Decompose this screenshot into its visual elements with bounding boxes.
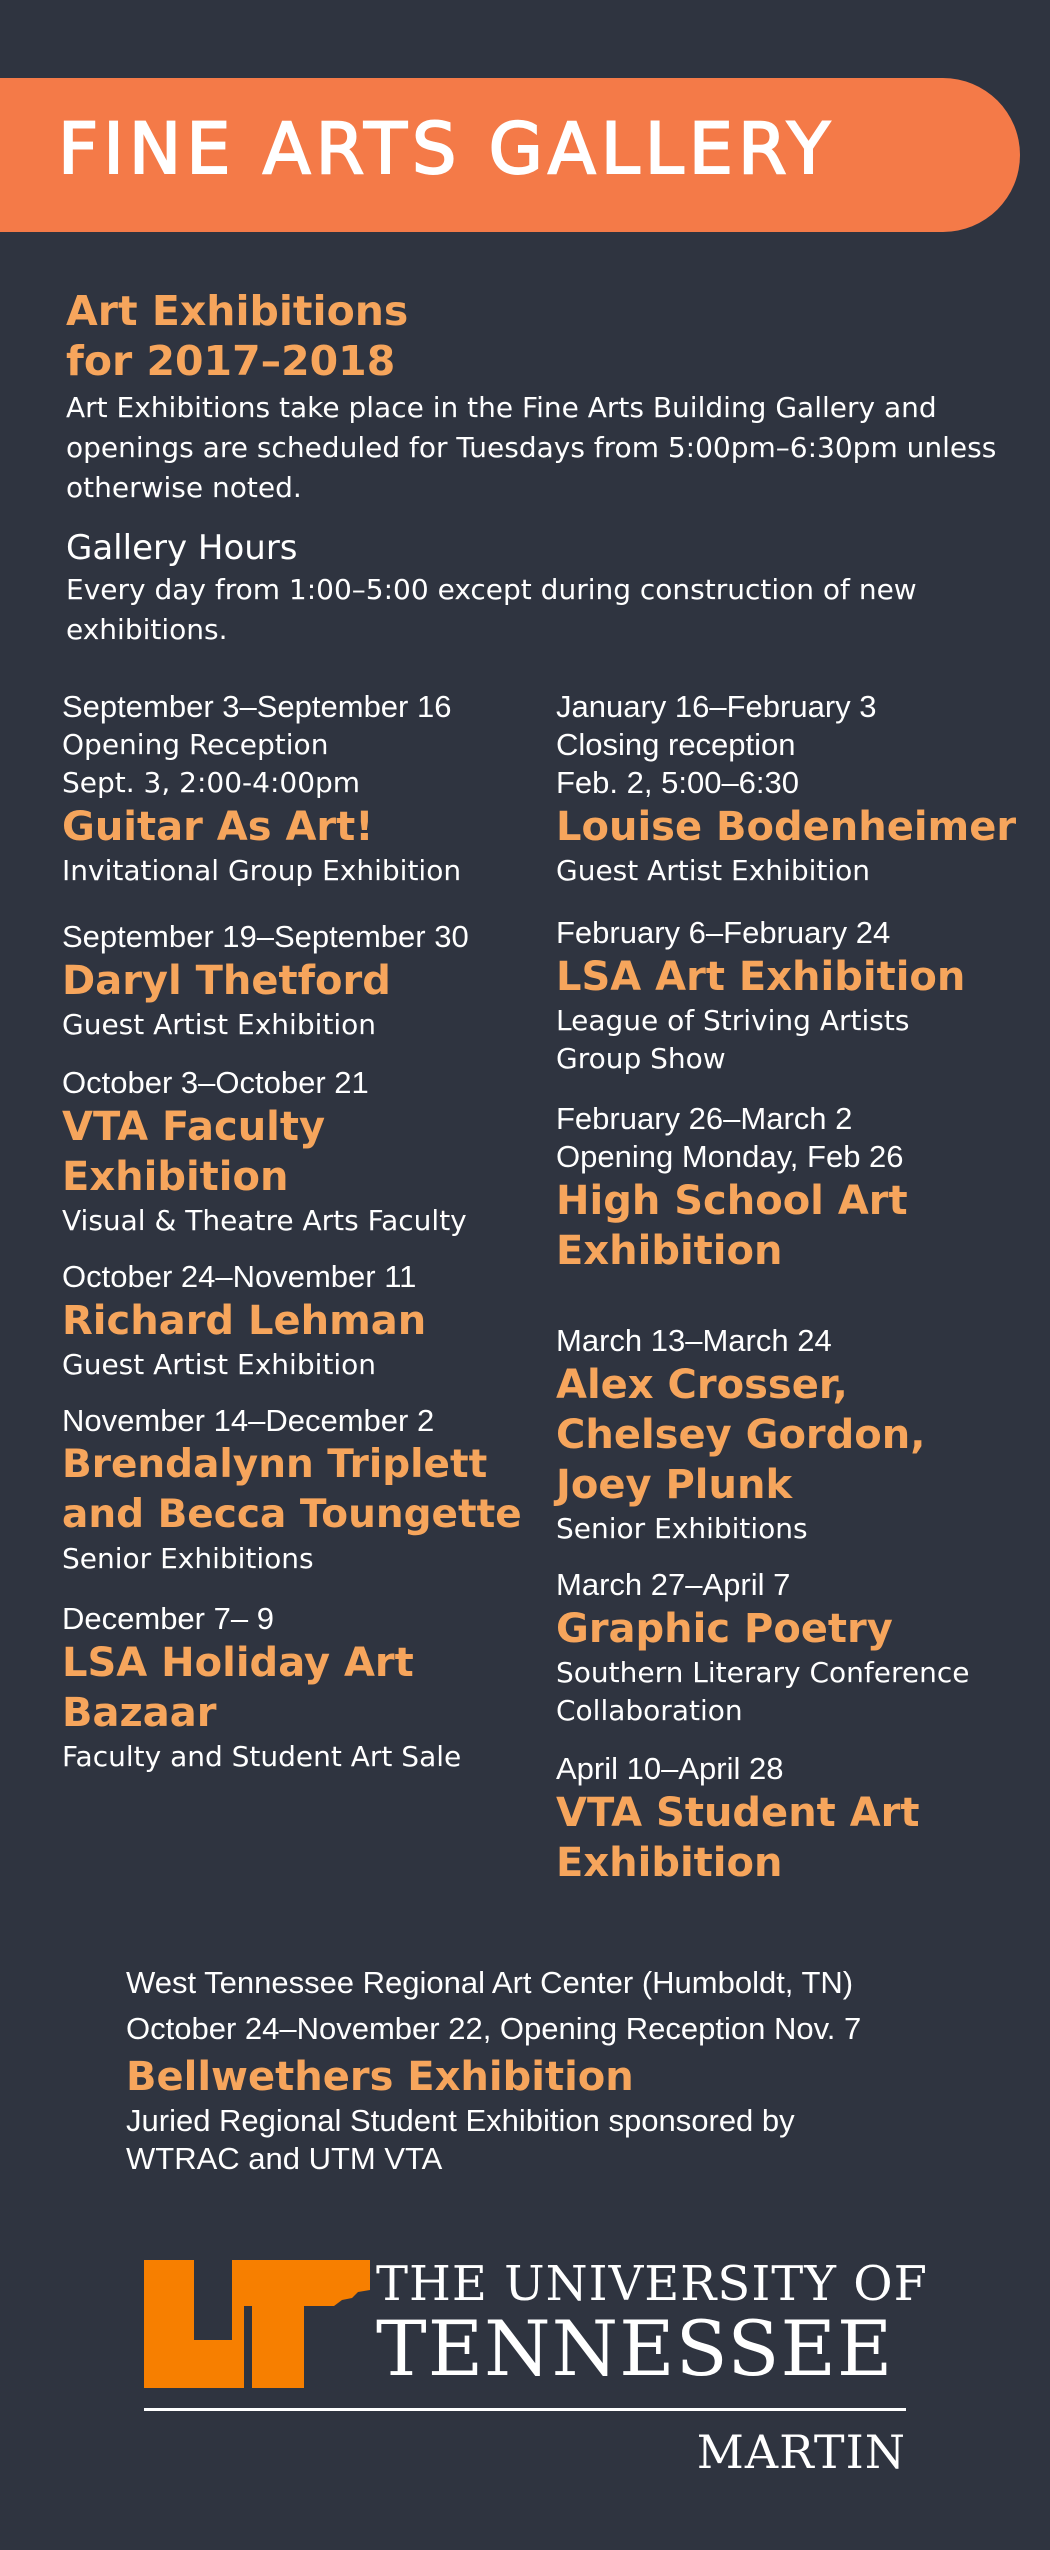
exhibition-item xyxy=(556,688,1046,890)
exhibition-item xyxy=(556,1566,1046,1730)
intro-title xyxy=(66,286,1006,386)
exhibition-date: March 27–April 7 xyxy=(556,1567,791,1602)
exhibition-title: VTA Faculty Exhibition xyxy=(62,1104,326,1200)
gallery-hours-section xyxy=(66,526,1006,650)
exhibitions-left-column xyxy=(62,688,552,1776)
exhibition-description: League of Striving Artists Group Show xyxy=(556,1004,910,1075)
exhibition-date: September 3–September 16 xyxy=(62,689,452,724)
exhibition-date: April 10–April 28 xyxy=(556,1751,784,1786)
exhibition-title: Brendalynn Triplett and Becca Toungette xyxy=(62,1442,522,1537)
exhibition-title: LSA Art Exhibition xyxy=(556,954,966,1000)
exhibition-description: Senior Exhibitions xyxy=(556,1512,808,1545)
exhibition-note: Opening Monday, Feb 26 xyxy=(556,1139,904,1174)
exhibition-note: Sept. 3, 2:00-4:00pm xyxy=(62,766,361,799)
wtrac-title: Bellwethers Exhibition xyxy=(126,2054,634,2100)
intro-title-line2: for 2017–2018 xyxy=(66,337,396,385)
university-logo xyxy=(140,2256,928,2496)
exhibition-date: March 13–March 24 xyxy=(556,1323,832,1358)
exhibition-title: VTA Student Art Exhibition xyxy=(556,1790,920,1886)
exhibition-description: Senior Exhibitions xyxy=(62,1542,314,1575)
exhibition-item xyxy=(62,688,552,890)
exhibition-date: November 14–December 2 xyxy=(62,1403,435,1438)
exhibition-date: February 6–February 24 xyxy=(556,915,891,950)
exhibition-date: December 7– 9 xyxy=(62,1601,274,1636)
exhibition-title: High School Art Exhibition xyxy=(556,1178,908,1274)
exhibition-description: Guest Artist Exhibition xyxy=(62,1348,377,1381)
exhibitions-right-column xyxy=(556,688,1046,1888)
exhibition-description: Guest Artist Exhibition xyxy=(556,854,871,887)
exhibition-date: January 16–February 3 xyxy=(556,689,877,724)
exhibition-date: September 19–September 30 xyxy=(62,919,469,954)
exhibition-description: Invitational Group Exhibition xyxy=(62,854,462,887)
exhibition-note: Feb. 2, 5:00–6:30 xyxy=(556,765,800,800)
exhibition-title: Louise Bodenheimer xyxy=(556,804,1017,850)
exhibition-item xyxy=(62,1258,552,1384)
gallery-hours-text: Every day from 1:00–5:00 except during construction of new exhibitions. xyxy=(66,573,917,646)
exhibition-title: Richard Lehman xyxy=(62,1298,427,1344)
intro-text: Art Exhibitions take place in the Fine Arts Building Gallery and openings are scheduled for Tuesdays from 5:00pm–6:30pm unless otherwise noted. xyxy=(66,391,997,504)
exhibition-title: Alex Crosser, Chelsey Gordon, Joey Plunk xyxy=(556,1362,926,1508)
logo-line-tennessee: TENNESSEE xyxy=(376,2304,894,2393)
logo-line-martin: MARTIN xyxy=(696,2425,906,2479)
exhibition-item xyxy=(556,1100,1046,1276)
exhibition-date: October 24–November 11 xyxy=(62,1259,417,1294)
wtrac-description: Juried Regional Student Exhibition sponsored by WTRAC and UTM VTA xyxy=(126,2103,795,2176)
exhibition-description: Faculty and Student Art Sale xyxy=(62,1740,462,1773)
exhibition-item xyxy=(62,1402,552,1578)
page-title: FINE ARTS GALLERY xyxy=(58,108,835,190)
exhibition-description: Guest Artist Exhibition xyxy=(62,1008,377,1041)
exhibition-note: Closing reception xyxy=(556,727,796,762)
exhibition-item xyxy=(62,1600,552,1776)
exhibition-title: Daryl Thetford xyxy=(62,958,391,1004)
header-banner xyxy=(0,78,1020,232)
exhibition-note: Opening Reception xyxy=(62,728,329,761)
exhibition-title: LSA Holiday Art Bazaar xyxy=(62,1640,414,1736)
logo-divider xyxy=(144,2408,906,2411)
exhibition-item xyxy=(556,1750,1046,1888)
exhibition-description: Southern Literary Conference Collaboration xyxy=(556,1656,970,1727)
exhibition-item xyxy=(556,914,1046,1078)
intro-title-line1: Art Exhibitions xyxy=(66,287,409,335)
gallery-hours-title: Gallery Hours xyxy=(66,528,298,568)
logo-line-university: THE UNIVERSITY OF xyxy=(376,2256,928,2312)
exhibition-title: Graphic Poetry xyxy=(556,1606,893,1652)
exhibition-date: October 3–October 21 xyxy=(62,1065,369,1100)
exhibition-item xyxy=(62,918,552,1044)
exhibition-title: Guitar As Art! xyxy=(62,804,374,850)
exhibition-item xyxy=(556,1322,1046,1548)
exhibition-item xyxy=(62,1064,552,1240)
intro-section xyxy=(66,286,1006,508)
exhibition-date: February 26–March 2 xyxy=(556,1101,853,1136)
wtrac-dates: October 24–November 22, Opening Reception Nov. 7 xyxy=(126,2011,862,2046)
ut-logo-mark-icon xyxy=(144,2260,370,2390)
wtrac-section xyxy=(126,1960,1006,2178)
exhibition-description: Visual & Theatre Arts Faculty xyxy=(62,1204,467,1237)
wtrac-location: West Tennessee Regional Art Center (Humboldt, TN) xyxy=(126,1965,854,2000)
